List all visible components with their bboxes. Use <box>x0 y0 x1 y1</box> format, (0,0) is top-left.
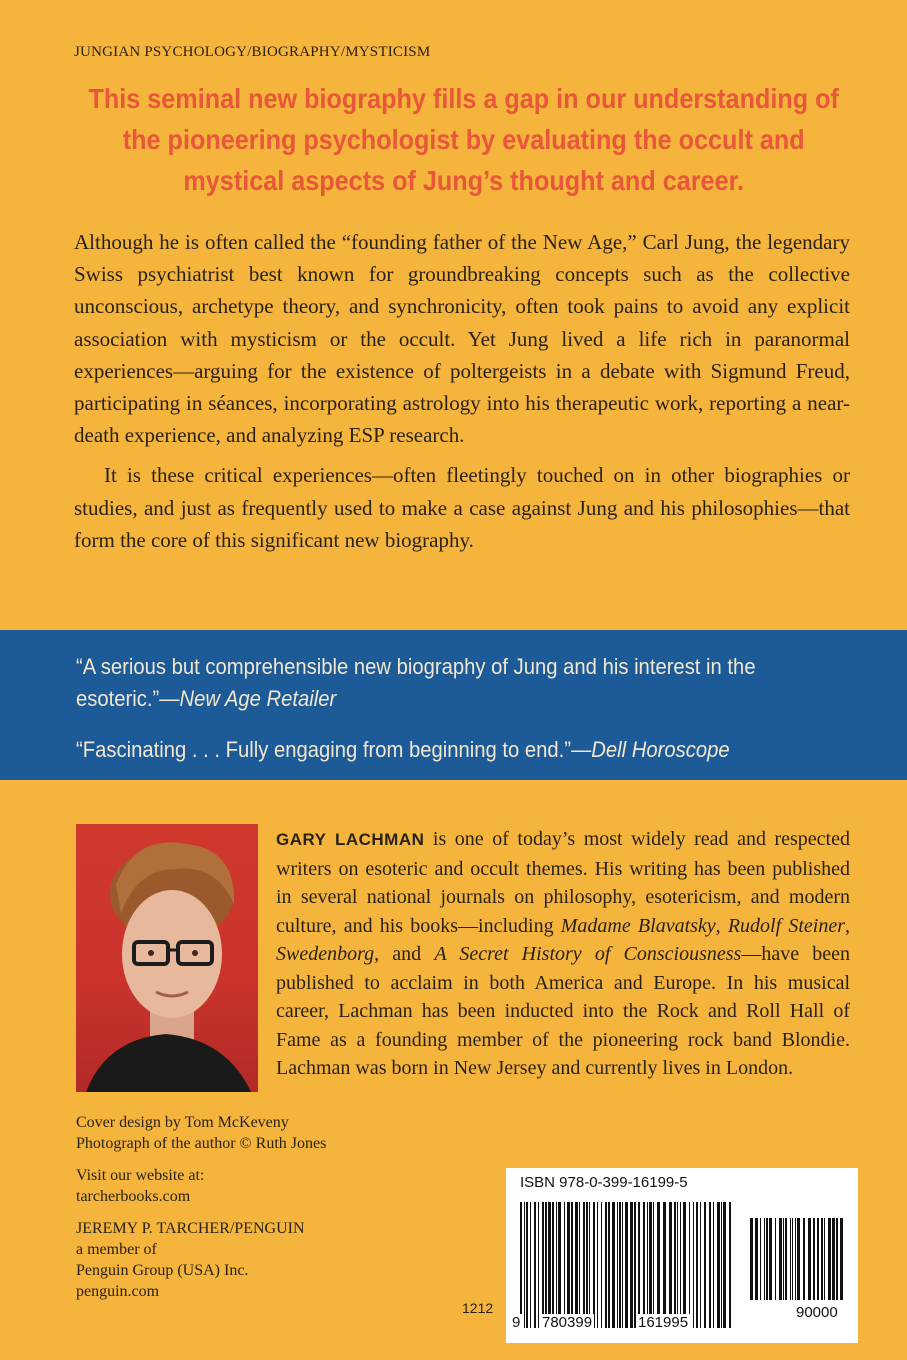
barcode-bar <box>717 1202 720 1328</box>
barcode-bar <box>586 1202 588 1328</box>
book-title-1: Madame Blavatsky <box>560 914 716 937</box>
barcode-bar <box>597 1202 598 1328</box>
bio-separator-1: , <box>715 914 728 937</box>
price-code: 1212 <box>462 1300 494 1316</box>
barcode-bar <box>579 1202 580 1328</box>
review-quote-1 <box>76 651 858 715</box>
barcode-bar <box>617 1202 618 1328</box>
barcode-bar <box>689 1202 690 1328</box>
barcode-bar <box>760 1218 761 1300</box>
barcode-bar <box>526 1202 528 1328</box>
barcode-bar <box>625 1202 628 1328</box>
barcode <box>506 1168 858 1343</box>
barcode-bar <box>693 1202 694 1328</box>
barcode-bar <box>548 1202 551 1328</box>
barcode-bar <box>653 1202 654 1328</box>
member-of-label: a member of <box>76 1241 157 1258</box>
barcode-bar <box>709 1202 711 1328</box>
barcode-bar <box>792 1218 793 1300</box>
barcode-bar <box>817 1218 819 1300</box>
website-block <box>76 1165 326 1207</box>
barcode-bar <box>783 1218 784 1300</box>
quote-2-source: Dell Horoscope <box>591 737 730 762</box>
barcode-bar <box>713 1202 714 1328</box>
barcode-bar <box>619 1202 621 1328</box>
barcode-right-digits: 161995 <box>638 1314 689 1331</box>
review-quote-2 <box>76 734 794 766</box>
barcode-bar <box>634 1202 636 1328</box>
barcode-bar <box>832 1218 835 1300</box>
publisher-name: JEREMY P. TARCHER/PENGUIN <box>76 1220 305 1237</box>
barcode-bar <box>721 1202 722 1328</box>
group-name: Penguin Group (USA) Inc. <box>76 1262 249 1279</box>
author-bio-text-2: —have been published to acclaim in both America and Europe. In his musical career, Lachman has been inducted into the Rock and Roll Hall of Fame as a founding member of the pioneering rock band Blondie. Lachman was born in New Jersey and currently lives in London. <box>276 943 850 1079</box>
barcode-bar <box>649 1202 652 1328</box>
barcode-bar <box>729 1202 731 1328</box>
barcode-bar <box>785 1218 787 1300</box>
barcode-bar <box>583 1202 585 1328</box>
barcode-bar <box>779 1218 782 1300</box>
barcode-addon-digits: 90000 <box>796 1304 838 1321</box>
design-credits <box>76 1112 326 1154</box>
publisher-website-link[interactable]: tarcherbooks.com <box>76 1188 191 1205</box>
barcode-bar <box>534 1202 536 1328</box>
barcode-bar <box>564 1202 565 1328</box>
barcode-bar <box>545 1202 547 1328</box>
barcode-bar <box>530 1202 531 1328</box>
barcode-bar <box>803 1218 805 1300</box>
barcode-bar <box>622 1202 623 1328</box>
description-paragraph-1: Although he is often called the “founding father of the New Age,” Carl Jung, the legendary Swiss psychiatrist best known for groundbreaking concepts such as the collective unconscious, archetype theory, and synchronicity, often took pains to avoid any explicit association with mysticism or the occult. Yet Jung lived a life rich in paranormal experiences—arguing for the existence of poltergeists in a debate with Sigmund Freud, participating in séances, incorporating astrology into his therapeutic work, reporting a near-death experience, and analyzing ESP research. <box>74 230 850 448</box>
barcode-bar <box>589 1202 590 1328</box>
barcode-left-digits: 780399 <box>542 1314 593 1331</box>
barcode-bar <box>840 1218 843 1300</box>
publisher-credits <box>76 1112 326 1302</box>
barcode-bar <box>612 1202 615 1328</box>
barcode-bar <box>605 1202 607 1328</box>
category-label: JUNGIAN PSYCHOLOGY/BIOGRAPHY/MYSTICISM <box>74 44 431 60</box>
quote-1-text: “A serious but comprehensible new biography of Jung and his interest in the esoteric.”— <box>76 654 756 711</box>
barcode-bar <box>575 1202 578 1328</box>
barcode-bar <box>808 1218 811 1300</box>
penguin-website-link[interactable]: penguin.com <box>76 1283 160 1300</box>
barcode-bar <box>680 1202 681 1328</box>
barcode-bar <box>571 1202 573 1328</box>
quote-2-text: “Fascinating . . . Fully engaging from beginning to end.”— <box>76 737 592 762</box>
barcode-bar <box>674 1202 676 1328</box>
barcode-bar <box>828 1218 831 1300</box>
barcode-bar <box>766 1218 768 1300</box>
barcode-bar <box>775 1218 776 1300</box>
author-bio-text-1: is one of today’s most widely read and respected writers on esoteric and occult themes. His writing has been published in several national journals on philosophy, esotericism, and modern culture, and his books—including <box>276 828 850 937</box>
barcode-bar <box>593 1202 595 1328</box>
barcode-bar <box>836 1218 838 1300</box>
barcode-bar <box>769 1218 772 1300</box>
quote-1-source: New Age Retailer <box>179 686 337 711</box>
barcode-bar <box>558 1202 561 1328</box>
barcode-bar <box>556 1202 557 1328</box>
barcode-bar <box>630 1202 633 1328</box>
barcode-bar <box>608 1202 610 1328</box>
barcode-bar <box>813 1218 815 1300</box>
barcode-bar <box>567 1202 570 1328</box>
book-description <box>74 226 850 556</box>
barcode-bar <box>677 1202 678 1328</box>
barcode-lead-digit: 9 <box>512 1314 521 1331</box>
barcode-bar <box>520 1202 522 1328</box>
barcode-bar <box>657 1202 660 1328</box>
barcode-bar <box>524 1202 525 1328</box>
description-paragraph-2: It is these critical experiences—often fleetingly touched on in other biographies or studies, and just as frequently used to make a case against Jung and his philosophies—that form the core of this significant new biography. <box>74 463 850 552</box>
cover-design-credit: Cover design by Tom McKeveny <box>76 1114 289 1131</box>
publisher-block <box>76 1218 326 1302</box>
bio-separator-2: , <box>845 914 850 937</box>
barcode-bar <box>643 1202 645 1328</box>
barcode-bar <box>700 1202 701 1328</box>
barcode-bar <box>797 1218 800 1300</box>
bio-separator-3: , and <box>374 943 435 965</box>
barcode-bar <box>696 1202 698 1328</box>
barcode-bar <box>821 1218 823 1300</box>
barcode-bar <box>538 1202 539 1328</box>
author-bio <box>276 825 850 1083</box>
barcode-bar <box>704 1202 706 1328</box>
barcode-bar <box>795 1218 796 1300</box>
barcode-bar <box>663 1202 666 1328</box>
barcode-bar <box>638 1202 640 1328</box>
barcode-bar <box>755 1218 758 1300</box>
book-title-2: Rudolf Steiner <box>727 914 845 937</box>
barcode-bar <box>683 1202 686 1328</box>
author-photo <box>76 824 258 1092</box>
author-name: GARY LACHMAN <box>276 830 425 849</box>
author-portrait-illustration <box>76 824 258 1092</box>
barcode-bar <box>669 1202 672 1328</box>
barcode-bar <box>764 1218 765 1300</box>
barcode-bar <box>647 1202 648 1328</box>
barcode-bar <box>601 1202 602 1328</box>
barcode-bar <box>824 1218 825 1300</box>
book-title-3: Swedenborg <box>276 943 375 965</box>
barcode-bar <box>542 1202 544 1328</box>
barcode-bar <box>552 1202 554 1328</box>
headline: This seminal new biography fills a gap in our understanding of the pioneering psychologist by evaluating the occult and mystical aspects of Jung’s thought and career. <box>88 83 839 196</box>
barcode-bar <box>750 1218 753 1300</box>
barcode-bar <box>790 1218 791 1300</box>
book-title-4: A Secret History of Consciousness <box>434 943 742 965</box>
barcode-bar <box>723 1202 726 1328</box>
visit-label: Visit our website at: <box>76 1167 205 1184</box>
isbn-label: ISBN 978-0-399-16199-5 <box>520 1174 688 1191</box>
photo-credit: Photograph of the author © Ruth Jones <box>76 1135 327 1152</box>
